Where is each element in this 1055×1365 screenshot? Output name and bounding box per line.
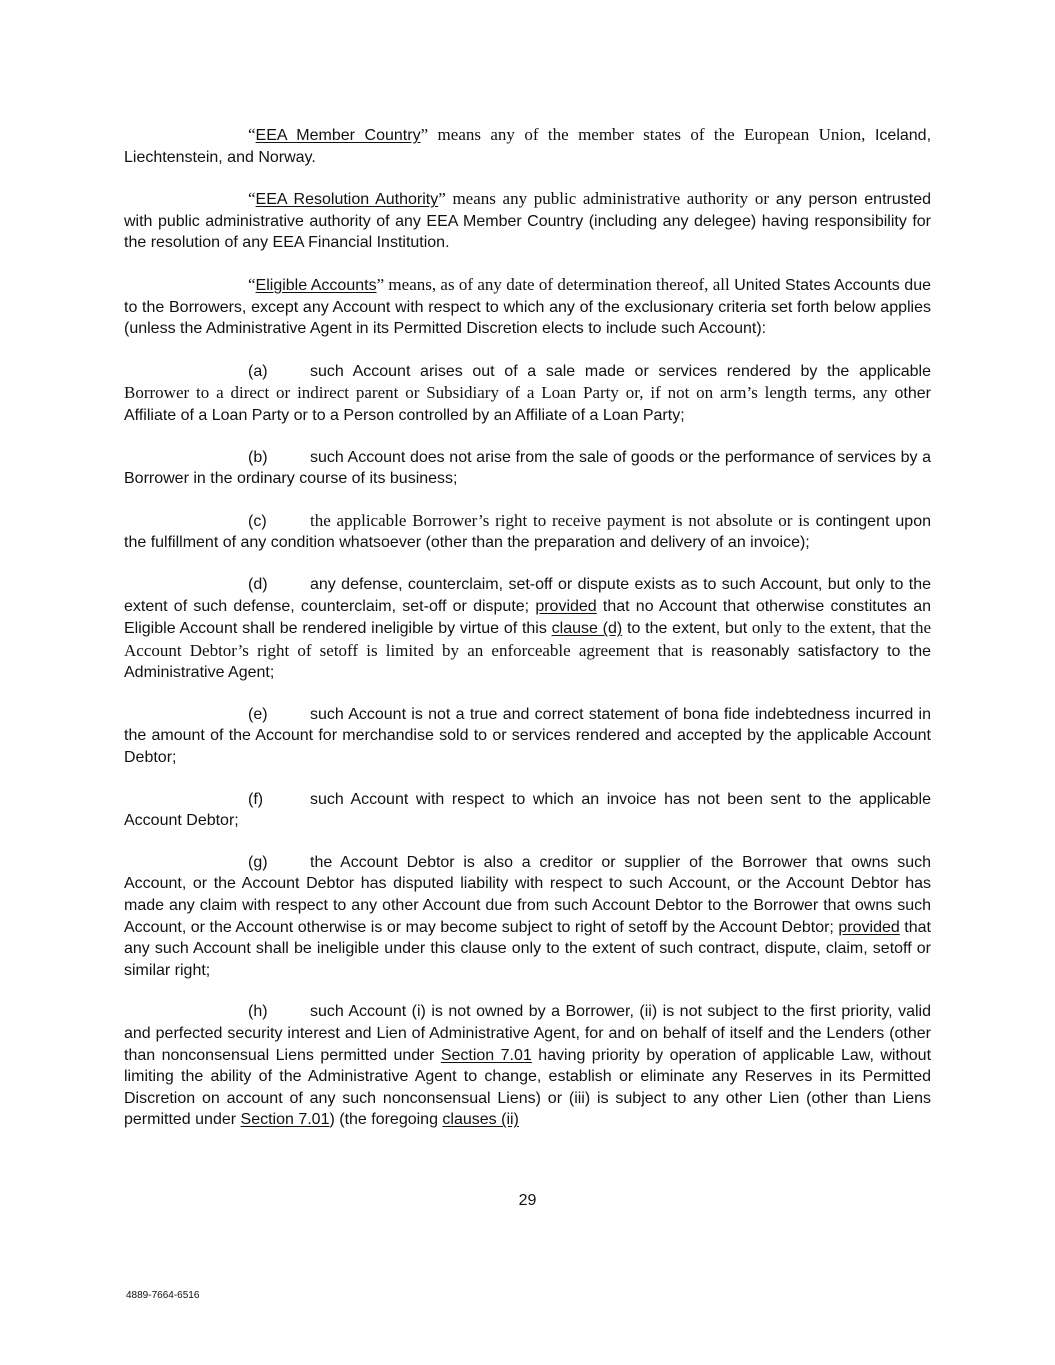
clause-text: having priority by operation of applicable Law, without limiting the ability of the Administrative Agent to change, establish or eliminate any Reserves in its Permitted Discretion on account of any such nonconsensual Liens) or (iii) is subject to any other Lien (other than Liens permitted under [124,1046,932,1129]
clause-text: such Account (i) is not owned by a Borrower, (ii) is not subject to the first priority, valid and perfected security interest and Lien of Administrative Agent, for and on behalf of itself and the Lenders (other than nonconsensual Liens permitted under [124,1003,931,1064]
clauses-reference: clauses (ii) [442,1111,519,1129]
defined-term: Eligible Accounts [255,276,377,294]
section-reference: Section 7.01 [440,1046,532,1064]
clause-label: (h) [248,1003,268,1021]
close-quote: ” [420,125,429,144]
clause-text: any defense, counterclaim, set-off or dispute exists as to such Account, but only to the extent of such defense, counterclaim, set-off or dispute; [124,575,931,615]
clause-g [124,852,931,982]
clause-f [124,789,931,832]
definition-text-serif: means any public administrative authority or [445,189,769,209]
defined-term: EEA Member Country [255,127,421,144]
clause-text-serif: only to the extent, that the Account Debtor’s right of setoff is limited by an enforceable agreement that is [124,618,932,660]
document-page [124,124,931,1151]
close-quote: ” [376,274,385,294]
definition-text: any person entrusted with public administrative authority of any EEA Member Country (including any delegee) having responsibility for the resolution of any EEA Financial Institution. [124,191,931,252]
clause-text: such Account with respect to which an invoice has not been sent to the applicable Account Debtor; [124,790,931,830]
definition-text: United States Accounts due to the Borrowers, except any Account with respect to which any of the exclusionary criteria set forth below applies (unless the Administrative Agent in its Permitted Discretion elects to include such Account): [124,276,931,338]
clause-text: such Account is not a true and correct statement of bona fide indebtedness incurred in the amount of the Account for merchandise sold to or services rendered and accepted by the applicable Account Debtor; [124,705,931,767]
clause-text-serif: the applicable Borrower’s right to receive payment is not absolute or is [310,510,810,530]
provided-term: provided [535,597,597,615]
clause-reference: clause (d) [551,620,623,638]
clause-text: other Affiliate of a Loan Party or to a Person controlled by an Affiliate of a Loan Party; [124,385,931,424]
clause-text-serif: Borrower to a direct or indirect parent or Subsidiary of a Loan Party or, if not on arm’s length terms, any [124,383,888,403]
clause-b [124,447,931,490]
clause-h [124,1001,931,1131]
open-quote: “ [248,274,256,294]
clause-e [124,704,931,769]
section-reference: Section 7.01 [240,1111,330,1129]
clause-text: contingent upon the fulfillment of any condition whatsoever (other than the preparation and delivery of an invoice); [124,512,931,552]
clause-label: (b) [248,448,268,466]
clause-text: to the extent, but [622,620,748,638]
defined-term: EEA Resolution Authority [255,191,439,209]
clause-text: that no Account that otherwise constitutes an Eligible Account shall be rendered ineligible by virtue of this [124,597,931,638]
clause-text: such Account arises out of a sale made or services rendered by the applicable [310,362,931,380]
clause-text: such Account does not arise from the sale of goods or the performance of services by a Borrower in the ordinary course of its business; [124,448,931,488]
clause-text: reasonably satisfactory to the Administrative Agent; [124,642,931,682]
clause-label: (e) [248,705,268,723]
provided-term: provided [838,918,900,936]
clause-text: ) (the foregoing [329,1111,443,1129]
clause-text: that any such Account shall be ineligible under this clause only to the extent of such contract, dispute, claim, setoff or similar right; [124,918,931,979]
clause-text: the Account Debtor is also a creditor or supplier of the Borrower that owns such Account, or the Account Debtor has disputed liability with respect to such Account, or the Account Debtor has made any claim with respect to any other Account due from such Account Debtor to the Borrower that owns such Account, or the Account otherwise is or may become subject to right of setoff by the Account Debtor; [124,853,931,936]
clause-label: (d) [248,575,268,593]
close-quote: ” [438,189,446,209]
clause-label: (g) [248,853,268,871]
document-id: 4889-7664-6516 [126,1290,200,1301]
definition-eligible-accounts [124,274,931,340]
definition-text-serif: means, as of any date of determination thereof, all [384,274,730,294]
page-number: 29 [518,1192,537,1209]
definition-eea-member-country [124,124,931,168]
definition-text: Iceland, Liechtenstein, and Norway. [124,127,932,166]
definition-text-serif: means any of the member states of the European Union, [428,125,866,144]
open-quote: “ [248,189,256,209]
clause-d [124,574,931,684]
clause-label: (f) [248,790,264,808]
clause-label: (c) [248,512,267,530]
clause-label: (a) [248,362,268,380]
clause-c [124,510,931,554]
clause-a [124,360,931,427]
open-quote: “ [248,125,256,144]
definition-eea-resolution-authority [124,188,931,254]
